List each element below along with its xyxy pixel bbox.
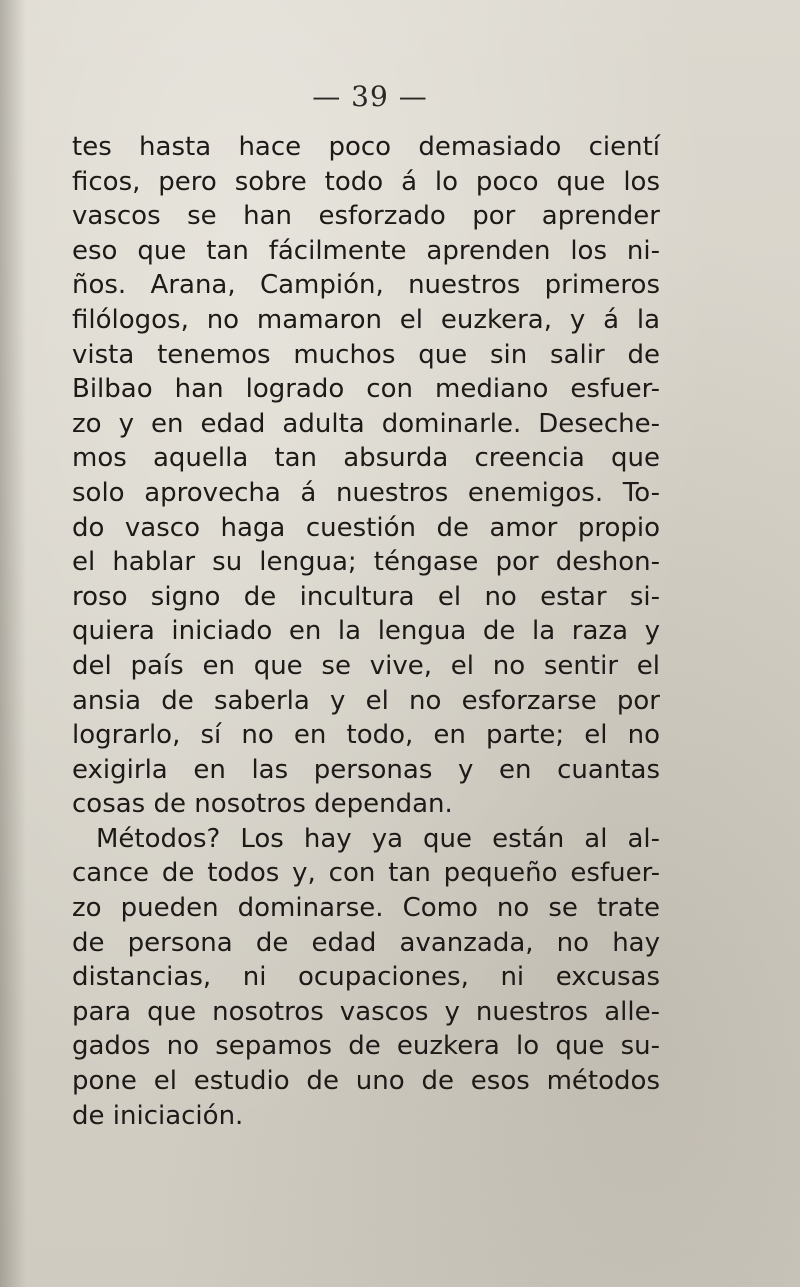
text-line: de iniciación. [72, 1100, 244, 1131]
text-line: eso que tan fácilmente aprenden los ni- [72, 235, 660, 266]
text-line: zo pueden dominarse. Como no se trate [72, 893, 660, 924]
text-line: del país en que se vive, el no sentir el [72, 650, 660, 681]
text-line: roso signo de incultura el no estar si- [72, 581, 660, 612]
text-line: tes hasta hace poco demasiado cientí [72, 132, 660, 162]
text-line: distancias, ni ocupaciones, ni excusas [72, 962, 660, 993]
text-line: pone el estudio de uno de esos métodos [72, 1066, 660, 1097]
text-line: filólogos, no mamaron el euzkera, y á la [72, 304, 660, 335]
text-line: el hablar su lengua; téngase por deshon- [72, 547, 660, 578]
paragraph-2 [72, 822, 660, 1133]
body-text [72, 130, 660, 1133]
text-line: zo y en edad adulta dominarle. Deseche- [72, 408, 660, 439]
text-line: vista tenemos muchos que sin salir de [72, 339, 660, 370]
text-line: quiera iniciado en la lengua de la raza y [72, 616, 660, 647]
text-line: Bilbao han logrado con mediano esfuer- [72, 374, 660, 405]
text-line: ficos, pero sobre todo á lo poco que los [72, 166, 660, 197]
text-line: ansia de saberla y el no esforzarse por [72, 685, 660, 716]
text-line: Métodos? Los hay ya que están al al- [96, 823, 660, 854]
text-line: vascos se han esforzado por aprender [72, 201, 660, 232]
page-number: — 39 — [312, 80, 428, 113]
text-line: para que nosotros vascos y nuestros alle- [72, 996, 660, 1027]
text-line: gados no sepamos de euzkera lo que su- [72, 1031, 660, 1062]
page-edge-shadow [0, 0, 26, 1287]
text-line: lograrlo, sí no en todo, en parte; el no [72, 720, 660, 751]
text-line: cosas de nosotros dependan. [72, 789, 453, 820]
text-line: de persona de edad avanzada, no hay [72, 927, 660, 958]
text-line: do vasco haga cuestión de amor propio [72, 512, 660, 543]
text-line: mos aquella tan absurda creencia que [72, 443, 660, 474]
text-line: ños. Arana, Campión, nuestros primeros [72, 270, 660, 301]
text-line: exigirla en las personas y en cuantas [72, 754, 660, 785]
text-line: solo aprovecha á nuestros enemigos. To- [72, 477, 660, 508]
text-line: cance de todos y, con tan pequeño esfuer- [72, 858, 660, 889]
paragraph-1 [72, 130, 660, 822]
